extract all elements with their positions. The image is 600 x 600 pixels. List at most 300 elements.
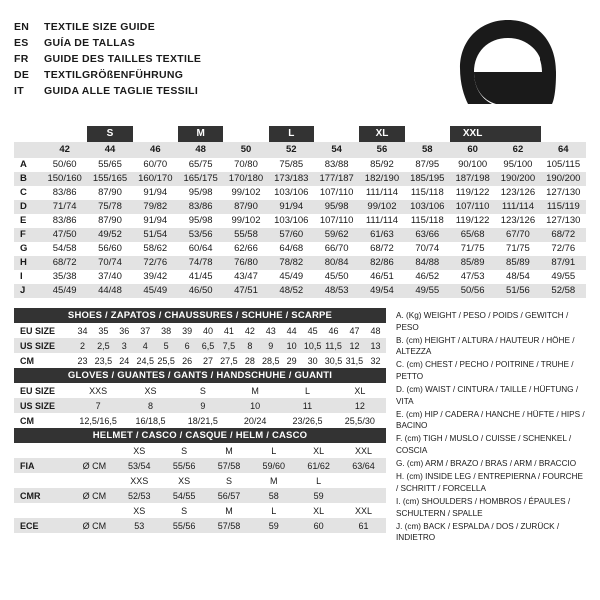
cell: 31,5 — [344, 353, 365, 368]
cell: 59 — [251, 518, 296, 533]
cell: 99/102 — [223, 214, 268, 228]
cell: 61 — [341, 518, 386, 533]
row-label: B — [14, 172, 42, 186]
helmet-table — [14, 443, 386, 533]
cell: 44 — [281, 323, 302, 338]
language-row — [14, 52, 201, 66]
cell: 80/84 — [314, 256, 359, 270]
cell: 49/52 — [87, 228, 132, 242]
cell: 103/106 — [269, 186, 314, 200]
cell: 28,5 — [260, 353, 281, 368]
cell: 59/62 — [314, 228, 359, 242]
unit-cell: Ø CM — [72, 518, 117, 533]
cell: 3 — [114, 338, 135, 353]
size-number-row — [14, 142, 586, 158]
cell: 55/58 — [223, 228, 268, 242]
legend-item: C. (cm) CHEST / PECHO / POITRINE / TRUHE / PETTO — [396, 360, 574, 381]
table-row — [14, 228, 586, 242]
language-text: GUIDA ALLE TAGLIE TESSILI — [44, 85, 199, 97]
cell: 150/160 — [42, 172, 87, 186]
table-row — [14, 158, 586, 172]
table-row — [14, 383, 386, 398]
table-row — [14, 214, 586, 228]
size-number: 50 — [223, 142, 268, 158]
cell: 185/195 — [405, 172, 450, 186]
cell: 65/75 — [178, 158, 223, 172]
size-number: 54 — [314, 142, 359, 158]
cell: 10 — [281, 338, 302, 353]
cell: 75/85 — [269, 158, 314, 172]
cell: 54/58 — [42, 242, 87, 256]
size-number: 58 — [405, 142, 450, 158]
cell — [72, 443, 117, 458]
size-number: 44 — [87, 142, 132, 158]
band-cell — [314, 126, 359, 142]
cell: 51/54 — [133, 228, 178, 242]
cell: 47/53 — [450, 270, 495, 284]
table-row — [14, 256, 586, 270]
legend-item: D. (cm) WAIST / CINTURA / TAILLE / HÜFTUNG / VITA — [396, 385, 579, 406]
cell: XS — [117, 443, 162, 458]
cell: M — [229, 383, 281, 398]
cell: 107/110 — [314, 214, 359, 228]
language-text: GUIDE DES TAILLES TEXTILE — [44, 53, 202, 65]
cell: 39 — [177, 323, 198, 338]
cell: L — [296, 473, 341, 488]
cell: 49/55 — [541, 270, 586, 284]
cell: 55/65 — [87, 158, 132, 172]
cell: 107/110 — [450, 200, 495, 214]
cell: 60 — [296, 518, 341, 533]
cell: 9 — [260, 338, 281, 353]
cell: 87/91 — [541, 256, 586, 270]
language-list — [14, 14, 201, 98]
cell: 68/72 — [541, 228, 586, 242]
row-label: CMR — [14, 488, 72, 503]
measurement-legend — [386, 308, 586, 545]
cell: 160/170 — [133, 172, 178, 186]
helmet-header-row — [14, 443, 386, 458]
cell: 61/62 — [296, 458, 341, 473]
cell: 85/89 — [495, 256, 540, 270]
table-row — [14, 413, 386, 428]
legend-item: B. (cm) HEIGHT / ALTURA / HAUTEUR / HÖHE / ALTEZZA — [396, 335, 575, 357]
cell: 95/98 — [178, 214, 223, 228]
cell: 115/118 — [405, 214, 450, 228]
cell: 9 — [177, 398, 229, 413]
cell: 83/86 — [42, 186, 87, 200]
table-row — [14, 488, 386, 503]
helmet-section-title: HELMET / CASCO / CASQUE / HELM / CASCO — [14, 428, 386, 443]
cell — [72, 473, 117, 488]
body-measurements-table — [14, 126, 586, 298]
cell: 47 — [344, 323, 365, 338]
cell: 12 — [344, 338, 365, 353]
cell: 56/57 — [207, 488, 252, 503]
cell: 2,5 — [93, 338, 114, 353]
cell: 6,5 — [198, 338, 219, 353]
legend-item: F. (cm) TIGH / MUSLO / CUISSE / SCHENKEL / COSCIA — [396, 434, 572, 456]
cell: 64/68 — [269, 242, 314, 256]
cell: 119/122 — [450, 214, 495, 228]
cell: 57/58 — [207, 458, 252, 473]
row-label — [14, 443, 72, 458]
cell: 91/94 — [133, 186, 178, 200]
cell: 30 — [302, 353, 323, 368]
cell: 95/98 — [314, 200, 359, 214]
cell: 38 — [156, 323, 177, 338]
cell: 51/56 — [495, 284, 540, 298]
cell: M — [207, 503, 252, 518]
band-cell-xxl: XXL — [450, 126, 495, 142]
cell: XS — [124, 383, 176, 398]
cell: 95/100 — [495, 158, 540, 172]
band-cell — [541, 126, 586, 142]
cell: 45/49 — [269, 270, 314, 284]
cell: 90/100 — [450, 158, 495, 172]
language-code: FR — [14, 53, 29, 65]
cell: XS — [117, 503, 162, 518]
cell: XXL — [341, 443, 386, 458]
cell: 72/76 — [541, 242, 586, 256]
cell: 43/47 — [223, 270, 268, 284]
band-cell — [223, 126, 268, 142]
cell: 83/86 — [178, 200, 223, 214]
cell: 115/119 — [541, 200, 586, 214]
cell: 50/60 — [42, 158, 87, 172]
table-row — [14, 398, 386, 413]
language-row — [14, 68, 201, 82]
legend-item: H. (cm) INSIDE LEG / ENTREPIERNA / FOURCHE / SCHRITT / FORCELLA — [396, 472, 583, 493]
language-row — [14, 20, 201, 34]
size-number: 52 — [269, 142, 314, 158]
cell: 46 — [323, 323, 344, 338]
cell: 62/66 — [223, 242, 268, 256]
cell: 46/51 — [359, 270, 404, 284]
cell: 82/86 — [359, 256, 404, 270]
language-text: TEXTILE SIZE GUIDE — [44, 21, 155, 33]
cell: 37/40 — [87, 270, 132, 284]
cell: 27 — [198, 353, 219, 368]
cell: 5 — [156, 338, 177, 353]
row-label: C — [14, 186, 42, 200]
corner-cell — [14, 126, 42, 142]
legend-item: G. (cm) ARM / BRAZO / BRAS / ARM / BRACCIO — [396, 459, 577, 469]
cell: 35 — [93, 323, 114, 338]
cell: 173/183 — [269, 172, 314, 186]
cell: 72/76 — [133, 256, 178, 270]
cell: 91/94 — [269, 200, 314, 214]
cell: 87/90 — [87, 186, 132, 200]
cell: 59 — [296, 488, 341, 503]
table-row — [14, 186, 586, 200]
cell: 182/190 — [359, 172, 404, 186]
helmet-header-row — [14, 503, 386, 518]
cell: 55/56 — [162, 458, 207, 473]
helmet-icon — [448, 14, 568, 114]
cell: 10,5 — [302, 338, 323, 353]
cell: 71/75 — [450, 242, 495, 256]
helmet-header-row — [14, 473, 386, 488]
cell: 123/126 — [495, 214, 540, 228]
row-label: CM — [14, 413, 72, 428]
cell: 12 — [334, 398, 386, 413]
size-number: 62 — [495, 142, 540, 158]
cell: 65/68 — [450, 228, 495, 242]
table-row — [14, 353, 386, 368]
table-row — [14, 518, 386, 533]
cell: 187/198 — [450, 172, 495, 186]
cell: 53/54 — [117, 458, 162, 473]
cell: 49/54 — [359, 284, 404, 298]
cell: 71/74 — [42, 200, 87, 214]
cell: 55/56 — [162, 518, 207, 533]
cell: 46/50 — [178, 284, 223, 298]
cell: 43 — [260, 323, 281, 338]
band-cell — [405, 126, 450, 142]
cell: 48/54 — [495, 270, 540, 284]
row-label: J — [14, 284, 42, 298]
table-row — [14, 323, 386, 338]
cell: 16/18,5 — [124, 413, 176, 428]
cell: 7,5 — [218, 338, 239, 353]
cell: 41 — [218, 323, 239, 338]
cell: 85/92 — [359, 158, 404, 172]
cell: 59/60 — [251, 458, 296, 473]
size-number: 56 — [359, 142, 404, 158]
cell: 27,5 — [218, 353, 239, 368]
cell: 52/58 — [541, 284, 586, 298]
cell: XL — [296, 503, 341, 518]
cell: XXS — [117, 473, 162, 488]
row-label: H — [14, 256, 42, 270]
cell: 23,5 — [93, 353, 114, 368]
cell: 8 — [239, 338, 260, 353]
language-code: EN — [14, 21, 30, 33]
band-cell-l: L — [269, 126, 314, 142]
cell: 87/90 — [87, 214, 132, 228]
gloves-section-title: GLOVES / GUANTES / GANTS / HANDSCHUHE / GUANTI — [14, 368, 386, 383]
legend-item: I. (cm) SHOULDERS / HOMBROS / ÉPAULES / SCHULTERN / SPALLE — [396, 496, 571, 518]
cell: 78/82 — [269, 256, 314, 270]
cell: 60/64 — [178, 242, 223, 256]
legend-item: A. (Kg) WEIGHT / PESO / POIDS / GEWITCH / PESO — [396, 311, 569, 332]
cell: 67/70 — [495, 228, 540, 242]
legend-item: J. (cm) BACK / ESPALDA / DOS / ZURÜCK / INDIETRO — [396, 521, 560, 543]
cell: 75/78 — [87, 200, 132, 214]
size-number: 60 — [450, 142, 495, 158]
row-label — [14, 473, 72, 488]
cell: 91/94 — [133, 214, 178, 228]
cell: L — [251, 503, 296, 518]
cell: 54/55 — [162, 488, 207, 503]
table-row — [14, 284, 586, 298]
cell: XXS — [72, 383, 124, 398]
gloves-table — [14, 383, 386, 428]
table-row — [14, 458, 386, 473]
cell: 2 — [72, 338, 93, 353]
cell: M — [207, 443, 252, 458]
cell: 23/26,5 — [281, 413, 333, 428]
cell: 30,5 — [323, 353, 344, 368]
cell: 20/24 — [229, 413, 281, 428]
cell: 44/48 — [87, 284, 132, 298]
cell: 76/80 — [223, 256, 268, 270]
cell: 63/66 — [405, 228, 450, 242]
cell: 68/72 — [359, 242, 404, 256]
table-row — [14, 270, 586, 284]
cell: 48/52 — [269, 284, 314, 298]
row-label: EU SIZE — [14, 383, 72, 398]
cell: 119/122 — [450, 186, 495, 200]
language-code: ES — [14, 37, 29, 49]
cell: 70/80 — [223, 158, 268, 172]
size-number: 42 — [42, 142, 87, 158]
cell: 32 — [365, 353, 386, 368]
lower-section — [14, 308, 586, 545]
cell: 103/106 — [405, 200, 450, 214]
row-label: G — [14, 242, 42, 256]
cell: 127/130 — [541, 214, 586, 228]
size-number: 64 — [541, 142, 586, 158]
cell — [341, 488, 386, 503]
cell: 13 — [365, 338, 386, 353]
cell: S — [162, 503, 207, 518]
band-cell — [495, 126, 540, 142]
cell: 23 — [72, 353, 93, 368]
band-cell — [42, 126, 87, 142]
table-row — [14, 338, 386, 353]
cell: 45 — [302, 323, 323, 338]
cell — [341, 473, 386, 488]
cell: 111/114 — [495, 200, 540, 214]
cell: S — [177, 383, 229, 398]
cell: 103/106 — [269, 214, 314, 228]
cell: 41/45 — [178, 270, 223, 284]
cell: 42 — [239, 323, 260, 338]
cell: 12,5/16,5 — [72, 413, 124, 428]
cell: 177/187 — [314, 172, 359, 186]
unit-cell: Ø CM — [72, 488, 117, 503]
language-code: DE — [14, 69, 30, 81]
cell: 48 — [365, 323, 386, 338]
cell: 29 — [281, 353, 302, 368]
cell: 7 — [72, 398, 124, 413]
language-code: IT — [14, 85, 24, 97]
cell: 155/165 — [87, 172, 132, 186]
cell: 170/180 — [223, 172, 268, 186]
language-text: TEXTILGRÖßENFÜHRUNG — [44, 69, 184, 81]
row-label: I — [14, 270, 42, 284]
cell: 11 — [281, 398, 333, 413]
cell: 45/49 — [42, 284, 87, 298]
cell: 123/126 — [495, 186, 540, 200]
cell: 85/89 — [450, 256, 495, 270]
cell: 53/56 — [178, 228, 223, 242]
cell: 24,5 — [135, 353, 156, 368]
cell: 58/62 — [133, 242, 178, 256]
cell: 45/50 — [314, 270, 359, 284]
cell: 190/200 — [541, 172, 586, 186]
cell: 79/82 — [133, 200, 178, 214]
cell: 46/52 — [405, 270, 450, 284]
size-number: 46 — [133, 142, 178, 158]
cell: 28 — [239, 353, 260, 368]
cell: 40 — [198, 323, 219, 338]
cell: 57/60 — [269, 228, 314, 242]
cell: 190/200 — [495, 172, 540, 186]
cell: 24 — [114, 353, 135, 368]
row-label: CM — [14, 353, 72, 368]
cell: 127/130 — [541, 186, 586, 200]
cell: 18/21,5 — [177, 413, 229, 428]
table-row — [14, 200, 586, 214]
cell: 34 — [72, 323, 93, 338]
cell: 53 — [117, 518, 162, 533]
cell: 8 — [124, 398, 176, 413]
cell: 87/95 — [405, 158, 450, 172]
cell: 25,5/30 — [334, 413, 386, 428]
cell: 87/90 — [223, 200, 268, 214]
cell: 63/64 — [341, 458, 386, 473]
cell: 47/50 — [42, 228, 87, 242]
cell: XL — [296, 443, 341, 458]
row-label: FIA — [14, 458, 72, 473]
cell: 105/115 — [541, 158, 586, 172]
cell: 57/58 — [207, 518, 252, 533]
cell: XXL — [341, 503, 386, 518]
row-label: US SIZE — [14, 338, 72, 353]
corner-cell — [14, 142, 42, 158]
cell: XS — [162, 473, 207, 488]
cell: 10 — [229, 398, 281, 413]
cell: 66/70 — [314, 242, 359, 256]
shoes-section-title: SHOES / ZAPATOS / CHAUSSURES / SCHUHE / SCARPE — [14, 308, 386, 323]
cell: S — [162, 443, 207, 458]
lower-left-column — [14, 308, 386, 545]
cell: S — [207, 473, 252, 488]
cell: L — [251, 443, 296, 458]
cell: 99/102 — [359, 200, 404, 214]
cell: 74/78 — [178, 256, 223, 270]
cell: 99/102 — [223, 186, 268, 200]
cell: 70/74 — [405, 242, 450, 256]
language-row — [14, 36, 201, 50]
cell: 37 — [135, 323, 156, 338]
size-number: 48 — [178, 142, 223, 158]
band-cell — [133, 126, 178, 142]
unit-cell: Ø CM — [72, 458, 117, 473]
cell: 83/86 — [42, 214, 87, 228]
legend-item: E. (cm) HIP / CADERA / HANCHE / HÜFTE / HIPS / BACINO — [396, 409, 585, 431]
cell: M — [251, 473, 296, 488]
cell: 84/88 — [405, 256, 450, 270]
cell: 50/56 — [450, 284, 495, 298]
band-cell-xl: XL — [359, 126, 404, 142]
band-cell-s: S — [87, 126, 132, 142]
cell: 71/75 — [495, 242, 540, 256]
cell: L — [281, 383, 333, 398]
cell: 68/72 — [42, 256, 87, 270]
cell: 56/60 — [87, 242, 132, 256]
cell: 60/70 — [133, 158, 178, 172]
cell: 11,5 — [323, 338, 344, 353]
cell: 165/175 — [178, 172, 223, 186]
row-label: E — [14, 214, 42, 228]
cell: 70/74 — [87, 256, 132, 270]
cell — [72, 503, 117, 518]
cell: 49/55 — [405, 284, 450, 298]
